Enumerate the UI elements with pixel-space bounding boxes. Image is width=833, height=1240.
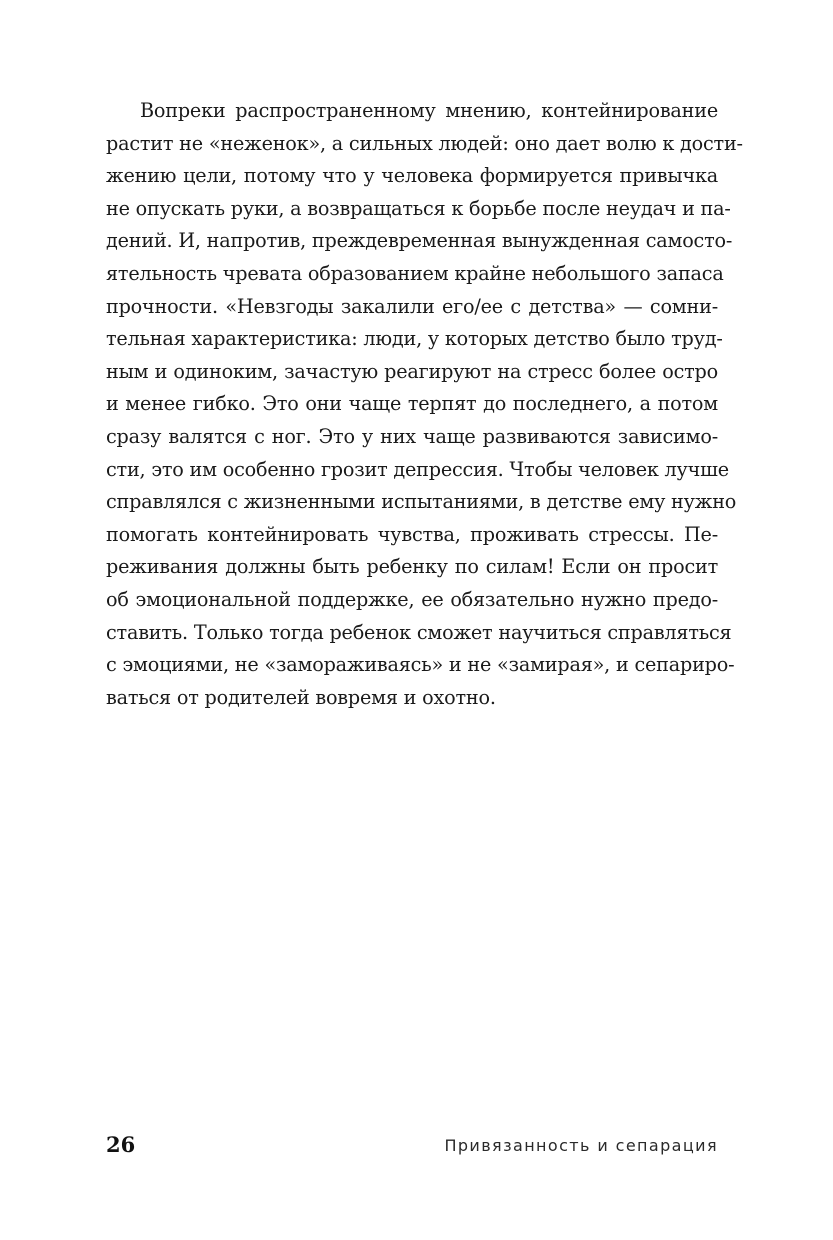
text-line: об эмоциональной поддержке, ее обязательно нужно предо- xyxy=(106,587,718,611)
text-line: тельная характеристика: люди, у которых детство было труд- xyxy=(106,327,723,351)
running-title: Привязанность и сепарация xyxy=(444,1136,718,1155)
text-line: сти, это им особенно грозит депрессия. Чтобы человек лучше xyxy=(106,457,729,481)
text-line: справлялся с жизненными испытаниями, в детстве ему нужно xyxy=(106,490,737,514)
text-line: жению цели, потому что у человека формируется привычка xyxy=(106,164,718,188)
text-line: прочности. «Невзгоды закалили его/ее с детства» — сомни- xyxy=(106,294,718,318)
text-line: не опускать руки, а возвращаться к борьбе после неудач и па- xyxy=(106,196,731,220)
text-line: ным и одиноким, зачастую реагируют на стресс более остро xyxy=(106,359,718,383)
body-paragraph xyxy=(106,95,743,714)
page-number: 26 xyxy=(106,1132,136,1157)
text-line: помогать контейнировать чувства, проживать стрессы. Пе- xyxy=(106,522,718,546)
text-line: ваться от родителей вовремя и охотно. xyxy=(106,685,496,709)
text-line: растит не «неженок», а сильных людей: оно дает волю к дости- xyxy=(106,131,743,155)
text-line: ятельность чревата образованием крайне небольшого запаса xyxy=(106,261,724,285)
text-line: сразу валятся с ног. Это у них чаще развиваются зависимо- xyxy=(106,424,718,448)
text-line: ставить. Только тогда ребенок сможет научиться справляться xyxy=(106,620,732,644)
text-line: дений. И, напротив, преждевременная вынужденная самосто- xyxy=(106,229,733,253)
page-footer xyxy=(106,1130,718,1160)
text-line: реживания должны быть ребенку по силам! Если он просит xyxy=(106,555,718,579)
text-line: и менее гибко. Это они чаще терпят до последнего, а потом xyxy=(106,392,718,416)
text-line: с эмоциями, не «замораживаясь» и не «замирая», и сепариро- xyxy=(106,653,735,677)
text-line: Вопреки распространенному мнению, контейнирование xyxy=(140,99,718,122)
